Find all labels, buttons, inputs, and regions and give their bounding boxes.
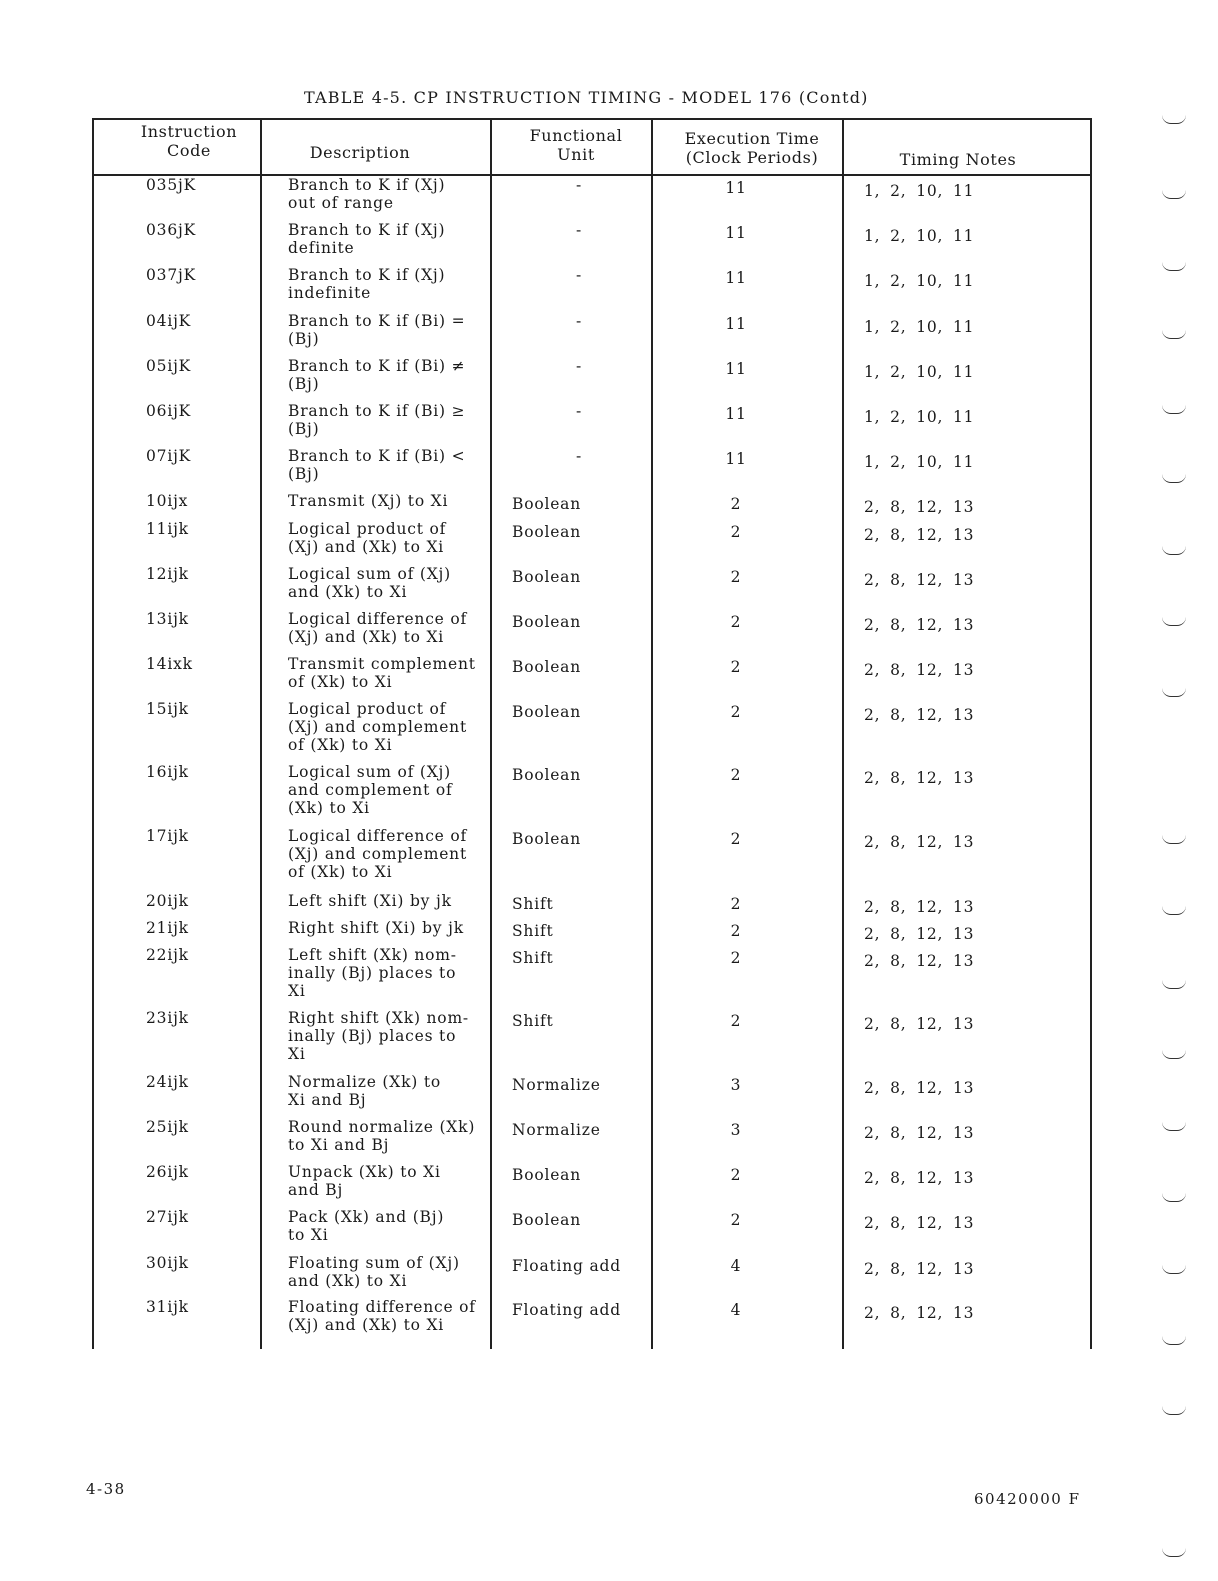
instruction-description [288,1073,488,1109]
instruction-description [288,827,488,881]
functional-unit: Normalize [512,1121,601,1139]
description-line: out of range [288,194,394,212]
description-line: (Xj) and complement [288,718,467,736]
header-time-line-2: (Clock Periods) [685,148,819,167]
instruction-description [288,763,488,817]
instruction-description [288,610,488,646]
instruction-code: 07ijK [146,447,192,465]
header-instruction-code [114,122,264,160]
execution-time: 11 [725,405,747,423]
timing-notes: 2, 8, 12, 13 [864,925,975,943]
binder-mark [1162,474,1186,483]
instruction-code: 17ijk [146,827,189,845]
execution-time: 2 [730,613,742,631]
functional-unit: Floating add [512,1257,621,1275]
functional-unit: Shift [512,949,554,967]
description-line: (Xj) and (Xk) to Xi [288,538,445,556]
instruction-description [288,1163,488,1199]
description-line: Branch to K if (Xj) [288,266,446,284]
instruction-description [288,1009,488,1063]
instruction-code: 12ijk [146,565,189,583]
binder-mark [1162,1050,1186,1059]
description-line: (Xk) to Xi [288,799,370,817]
binder-mark [1162,688,1186,697]
header-unit-line-1: Functional [529,126,623,145]
description-line: (Bj) [288,330,320,348]
timing-notes: 2, 8, 12, 13 [864,769,975,787]
functional-unit: Boolean [512,523,582,541]
instruction-code: 04ijK [146,312,192,330]
description-line: Right shift (Xi) by jk [288,919,464,937]
execution-time: 2 [730,1211,742,1229]
description-line: Xi [288,982,306,1000]
header-unit-line-2: Unit [557,145,595,164]
instruction-timing-table [92,118,1092,1349]
functional-unit: - [575,176,583,194]
instruction-code: 16ijk [146,763,189,781]
instruction-description [288,266,488,302]
page-number: 4-38 [86,1480,126,1498]
description-line: (Bj) [288,375,320,393]
instruction-code: 15ijk [146,700,189,718]
execution-time: 2 [730,495,742,513]
instruction-code: 20ijk [146,892,189,910]
binder-mark [1162,405,1186,414]
description-line: Xi and Bj [288,1091,367,1109]
binder-mark [1162,980,1186,989]
column-divider [490,120,492,1349]
execution-time: 2 [730,830,742,848]
description-line: to Xi and Bj [288,1136,390,1154]
execution-time: 2 [730,895,742,913]
execution-time: 2 [730,949,742,967]
description-line: (Xj) and (Xk) to Xi [288,628,445,646]
description-line: and Bj [288,1181,344,1199]
execution-time: 2 [730,1166,742,1184]
description-line: Floating difference of [288,1298,476,1316]
description-line: of (Xk) to Xi [288,673,393,691]
binder-mark [1162,617,1186,626]
execution-time: 11 [725,269,747,287]
timing-notes: 2, 8, 12, 13 [864,1015,975,1033]
functional-unit: Shift [512,895,554,913]
description-line: Branch to K if (Bi) < [288,447,466,465]
description-line: Unpack (Xk) to Xi [288,1163,441,1181]
functional-unit: Boolean [512,1211,582,1229]
functional-unit: Shift [512,1012,554,1030]
description-line: Right shift (Xk) nom- [288,1009,469,1027]
instruction-description [288,1118,488,1154]
document-number: 60420000 F [974,1490,1081,1508]
instruction-description [288,357,488,393]
timing-notes: 2, 8, 12, 13 [864,526,975,544]
instruction-description [288,919,488,937]
instruction-description [288,892,488,910]
instruction-code: 05ijK [146,357,192,375]
header-functional-unit [508,126,644,164]
functional-unit: Shift [512,922,554,940]
timing-notes: 2, 8, 12, 13 [864,898,975,916]
functional-unit: Boolean [512,1166,582,1184]
instruction-description [288,655,488,691]
instruction-description [288,221,488,257]
description-line: Left shift (Xi) by jk [288,892,452,910]
binder-mark [1162,1122,1186,1131]
instruction-code: 035jK [146,176,196,194]
timing-notes: 2, 8, 12, 13 [864,1304,975,1322]
functional-unit: - [575,266,583,284]
description-line: Floating sum of (Xj) [288,1254,460,1272]
instruction-code: 06ijK [146,402,192,420]
timing-notes: 2, 8, 12, 13 [864,706,975,724]
binder-mark [1162,1193,1186,1202]
binder-mark [1162,115,1186,124]
functional-unit: - [575,402,583,420]
timing-notes: 1, 2, 10, 11 [864,272,975,290]
execution-time: 2 [730,922,742,940]
instruction-code: 13ijk [146,610,189,628]
description-line: definite [288,239,355,257]
column-divider [842,120,844,1349]
description-line: Round normalize (Xk) [288,1118,476,1136]
description-line: (Xj) and (Xk) to Xi [288,1316,445,1334]
instruction-code: 30ijk [146,1254,189,1272]
description-line: Left shift (Xk) nom- [288,946,457,964]
binder-mark [1162,835,1186,844]
execution-time: 4 [730,1257,742,1275]
description-line: Branch to K if (Bi) ≠ [288,357,466,375]
instruction-code: 036jK [146,221,196,239]
header-description: Description [309,143,411,162]
timing-notes: 2, 8, 12, 13 [864,952,975,970]
header-execution-time [662,129,842,167]
execution-time: 2 [730,703,742,721]
timing-notes: 2, 8, 12, 13 [864,498,975,516]
description-line: Logical product of [288,700,447,718]
description-line: Pack (Xk) and (Bj) [288,1208,445,1226]
description-line: inally (Bj) places to [288,964,457,982]
table-caption: TABLE 4-5. CP INSTRUCTION TIMING - MODEL 176 (Contd) [304,88,869,107]
functional-unit: Normalize [512,1076,601,1094]
instruction-description [288,520,488,556]
header-time-line-1: Execution Time [684,129,820,148]
functional-unit: - [575,312,583,330]
timing-notes: 2, 8, 12, 13 [864,661,975,679]
description-line: (Bj) [288,465,320,483]
execution-time: 3 [730,1076,742,1094]
timing-notes: 2, 8, 12, 13 [864,1079,975,1097]
instruction-code: 11ijk [146,520,189,538]
description-line: of (Xk) to Xi [288,863,393,881]
functional-unit: - [575,447,583,465]
description-line: Transmit (Xj) to Xi [288,492,449,510]
description-line: Logical product of [288,520,447,538]
functional-unit: Floating add [512,1301,621,1319]
description-line: Logical sum of (Xj) [288,565,452,583]
instruction-code: 21ijk [146,919,189,937]
timing-notes: 1, 2, 10, 11 [864,408,975,426]
description-line: Branch to K if (Bi) = [288,312,466,330]
instruction-code: 25ijk [146,1118,189,1136]
description-line: indefinite [288,284,372,302]
functional-unit: Boolean [512,568,582,586]
timing-notes: 2, 8, 12, 13 [864,1124,975,1142]
binder-mark [1162,190,1186,199]
instruction-code: 22ijk [146,946,189,964]
column-divider [651,120,653,1349]
timing-notes: 1, 2, 10, 11 [864,363,975,381]
timing-notes: 2, 8, 12, 13 [864,616,975,634]
execution-time: 11 [725,315,747,333]
functional-unit: Boolean [512,613,582,631]
description-line: and complement of [288,781,453,799]
description-line: Logical difference of [288,827,468,845]
execution-time: 2 [730,1012,742,1030]
binder-mark [1162,1406,1186,1415]
instruction-code: 24ijk [146,1073,189,1091]
instruction-description [288,1208,488,1244]
timing-notes: 2, 8, 12, 13 [864,1169,975,1187]
description-line: Branch to K if (Xj) [288,176,446,194]
description-line: inally (Bj) places to [288,1027,457,1045]
timing-notes: 1, 2, 10, 11 [864,227,975,245]
execution-time: 2 [730,568,742,586]
header-code-line-2: Code [167,141,211,160]
description-line: Normalize (Xk) to [288,1073,442,1091]
execution-time: 11 [725,224,747,242]
execution-time: 2 [730,766,742,784]
instruction-code: 14ixk [146,655,193,673]
description-line: of (Xk) to Xi [288,736,393,754]
header-code-line-1: Instruction [140,122,238,141]
execution-time: 4 [730,1301,742,1319]
binder-mark [1162,1265,1186,1274]
instruction-description [288,447,488,483]
description-line: Branch to K if (Xj) [288,221,446,239]
execution-time: 3 [730,1121,742,1139]
instruction-code: 037jK [146,266,196,284]
instruction-description [288,492,488,510]
functional-unit: - [575,357,583,375]
execution-time: 11 [725,360,747,378]
timing-notes: 2, 8, 12, 13 [864,571,975,589]
binder-mark [1162,1548,1186,1557]
execution-time: 11 [725,179,747,197]
instruction-code: 10ijx [146,492,189,510]
instruction-description [288,312,488,348]
instruction-description [288,565,488,601]
execution-time: 2 [730,523,742,541]
timing-notes: 2, 8, 12, 13 [864,1214,975,1232]
timing-notes: 2, 8, 12, 13 [864,1260,975,1278]
description-line: and (Xk) to Xi [288,583,408,601]
functional-unit: - [575,221,583,239]
instruction-description [288,402,488,438]
description-line: Logical sum of (Xj) [288,763,452,781]
description-line: (Bj) [288,420,320,438]
instruction-description [288,176,488,212]
timing-notes: 1, 2, 10, 11 [864,318,975,336]
binder-mark [1162,330,1186,339]
functional-unit: Boolean [512,830,582,848]
instruction-description [288,1298,488,1334]
description-line: Transmit complement [288,655,476,673]
description-line: Branch to K if (Bi) ≥ [288,402,466,420]
functional-unit: Boolean [512,495,582,513]
timing-notes: 1, 2, 10, 11 [864,453,975,471]
description-line: and (Xk) to Xi [288,1272,408,1290]
functional-unit: Boolean [512,766,582,784]
execution-time: 2 [730,658,742,676]
binder-mark [1162,906,1186,915]
description-line: Xi [288,1045,306,1063]
description-line: Logical difference of [288,610,468,628]
instruction-code: 23ijk [146,1009,189,1027]
instruction-code: 31ijk [146,1298,189,1316]
functional-unit: Boolean [512,658,582,676]
instruction-description [288,946,488,1000]
timing-notes: 1, 2, 10, 11 [864,182,975,200]
functional-unit: Boolean [512,703,582,721]
binder-mark [1162,262,1186,271]
binder-mark [1162,546,1186,555]
header-timing-notes: Timing Notes [899,150,1017,169]
binder-mark [1162,1336,1186,1345]
timing-notes: 2, 8, 12, 13 [864,833,975,851]
description-line: to Xi [288,1226,329,1244]
instruction-code: 26ijk [146,1163,189,1181]
instruction-description [288,700,488,754]
instruction-description [288,1254,488,1290]
execution-time: 11 [725,450,747,468]
column-divider [260,120,262,1349]
description-line: (Xj) and complement [288,845,467,863]
instruction-code: 27ijk [146,1208,189,1226]
